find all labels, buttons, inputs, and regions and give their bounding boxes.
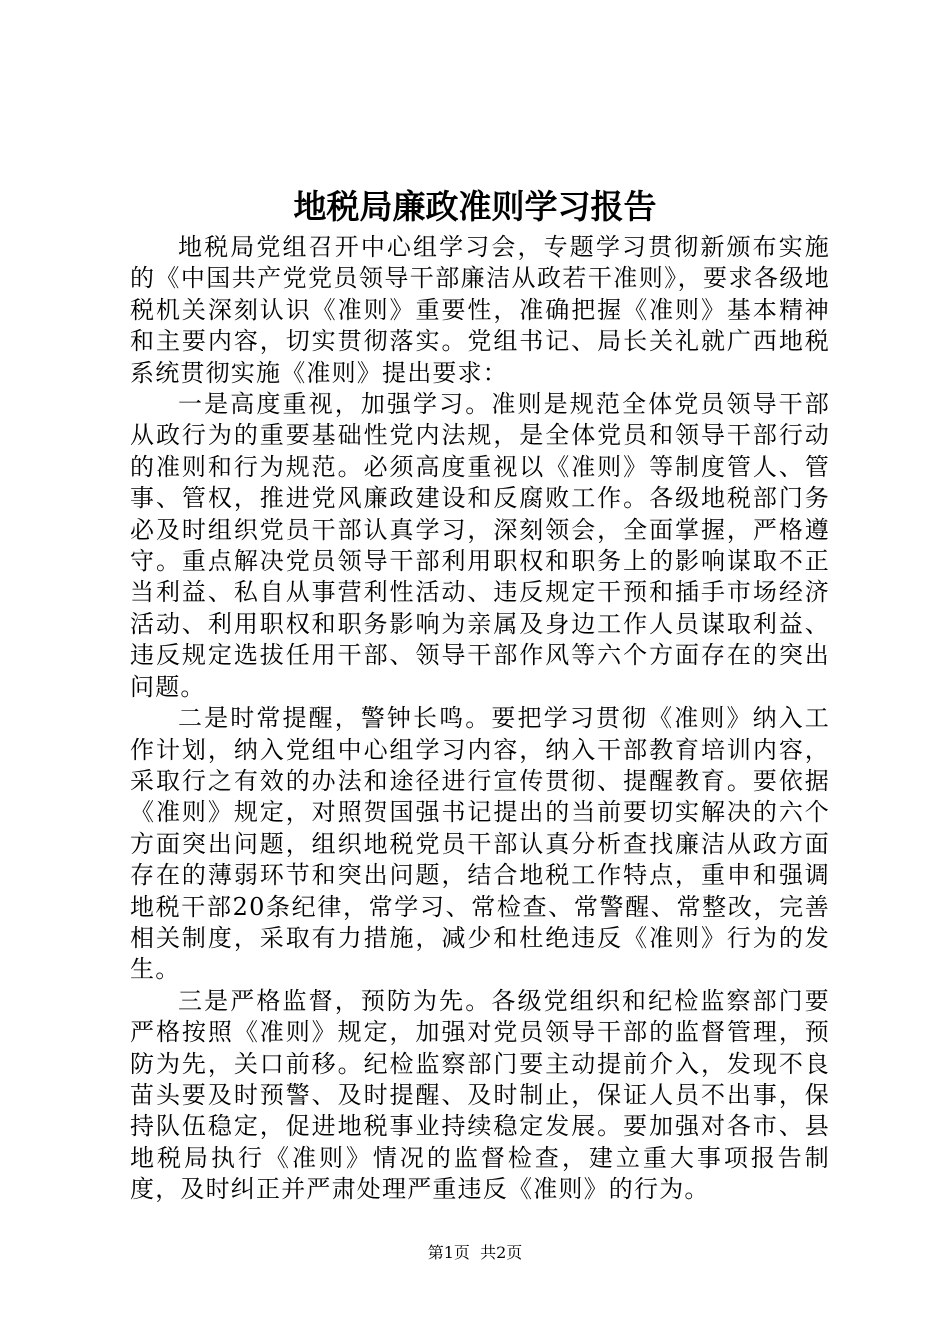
paragraph-point-three: 三是严格监督，预防为先。各级党组织和纪检监察部门要严格按照《准则》规定，加强对党员领导干部的监督管理，预防为先，关口前移。纪检监察部门要主动提前介入，发现不良苗头要及时预警、及时提醒、及时制止，保证人员不出事，保持队伍稳定，促进地税事业持续稳定发展。要加强对各市、县地税局执行《准则》情况的监督检查，建立重大事项报告制度，及时纠正并严肃处理严重违反《准则》的行为。: [130, 986, 830, 1204]
page-number-current: 第1页: [427, 1243, 470, 1262]
document-title: 地税局廉政准则学习报告: [293, 187, 657, 226]
paragraph-point-two: 二是时常提醒，警钟长鸣。要把学习贯彻《准则》纳入工作计划，纳入党组中心组学习内容，纳入干部教育培训内容，采取行之有效的办法和途径进行宣传贯彻、提醒教育。要依据《准则》规定，对照贺国强书记提出的当前要切实解决的六个方面突出问题，组织地税党员干部认真分析查找廉洁从政方面存在的薄弱环节和突出问题，结合地税工作特点，重申和强调地税干部20条纪律，常学习、常检查、常警醒、常整改，完善相关制度，采取有力措施，减少和杜绝违反《准则》行为的发生。: [130, 704, 830, 984]
page-number-total: 共2页: [480, 1243, 523, 1262]
footer-separator: [470, 1243, 480, 1262]
paragraph-intro: 地税局党组召开中心组学习会，专题学习贯彻新颁布实施的《中国共产党党员领导干部廉洁从政若干准则》，要求各级地税机关深刻认识《准则》重要性，准确把握《准则》基本精神和主要内容，切实贯彻落实。党组书记、局长关礼就广西地税系统贯彻实施《准则》提出要求：: [130, 233, 830, 387]
paragraph-point-one: 一是高度重视，加强学习。准则是规范全体党员领导干部从政行为的重要基础性党内法规，是全体党员和领导干部行动的准则和行为规范。必须高度重视以《准则》等制度管人、管事、管权，推进党风廉政建设和反腐败工作。各级地税部门务必及时组织党员干部认真学习，深刻领会，全面掌握，严格遵守。重点解决党员领导干部利用职权和职务上的影响谋取不正当利益、私自从事营利性活动、违反规定干预和插手市场经济活动、利用职权和职务影响为亲属及身边工作人员谋取利益、违反规定选拔任用干部、领导干部作风等六个方面存在的突出问题。: [130, 390, 830, 701]
document-body: [130, 232, 830, 1206]
page-footer: [0, 1242, 950, 1264]
